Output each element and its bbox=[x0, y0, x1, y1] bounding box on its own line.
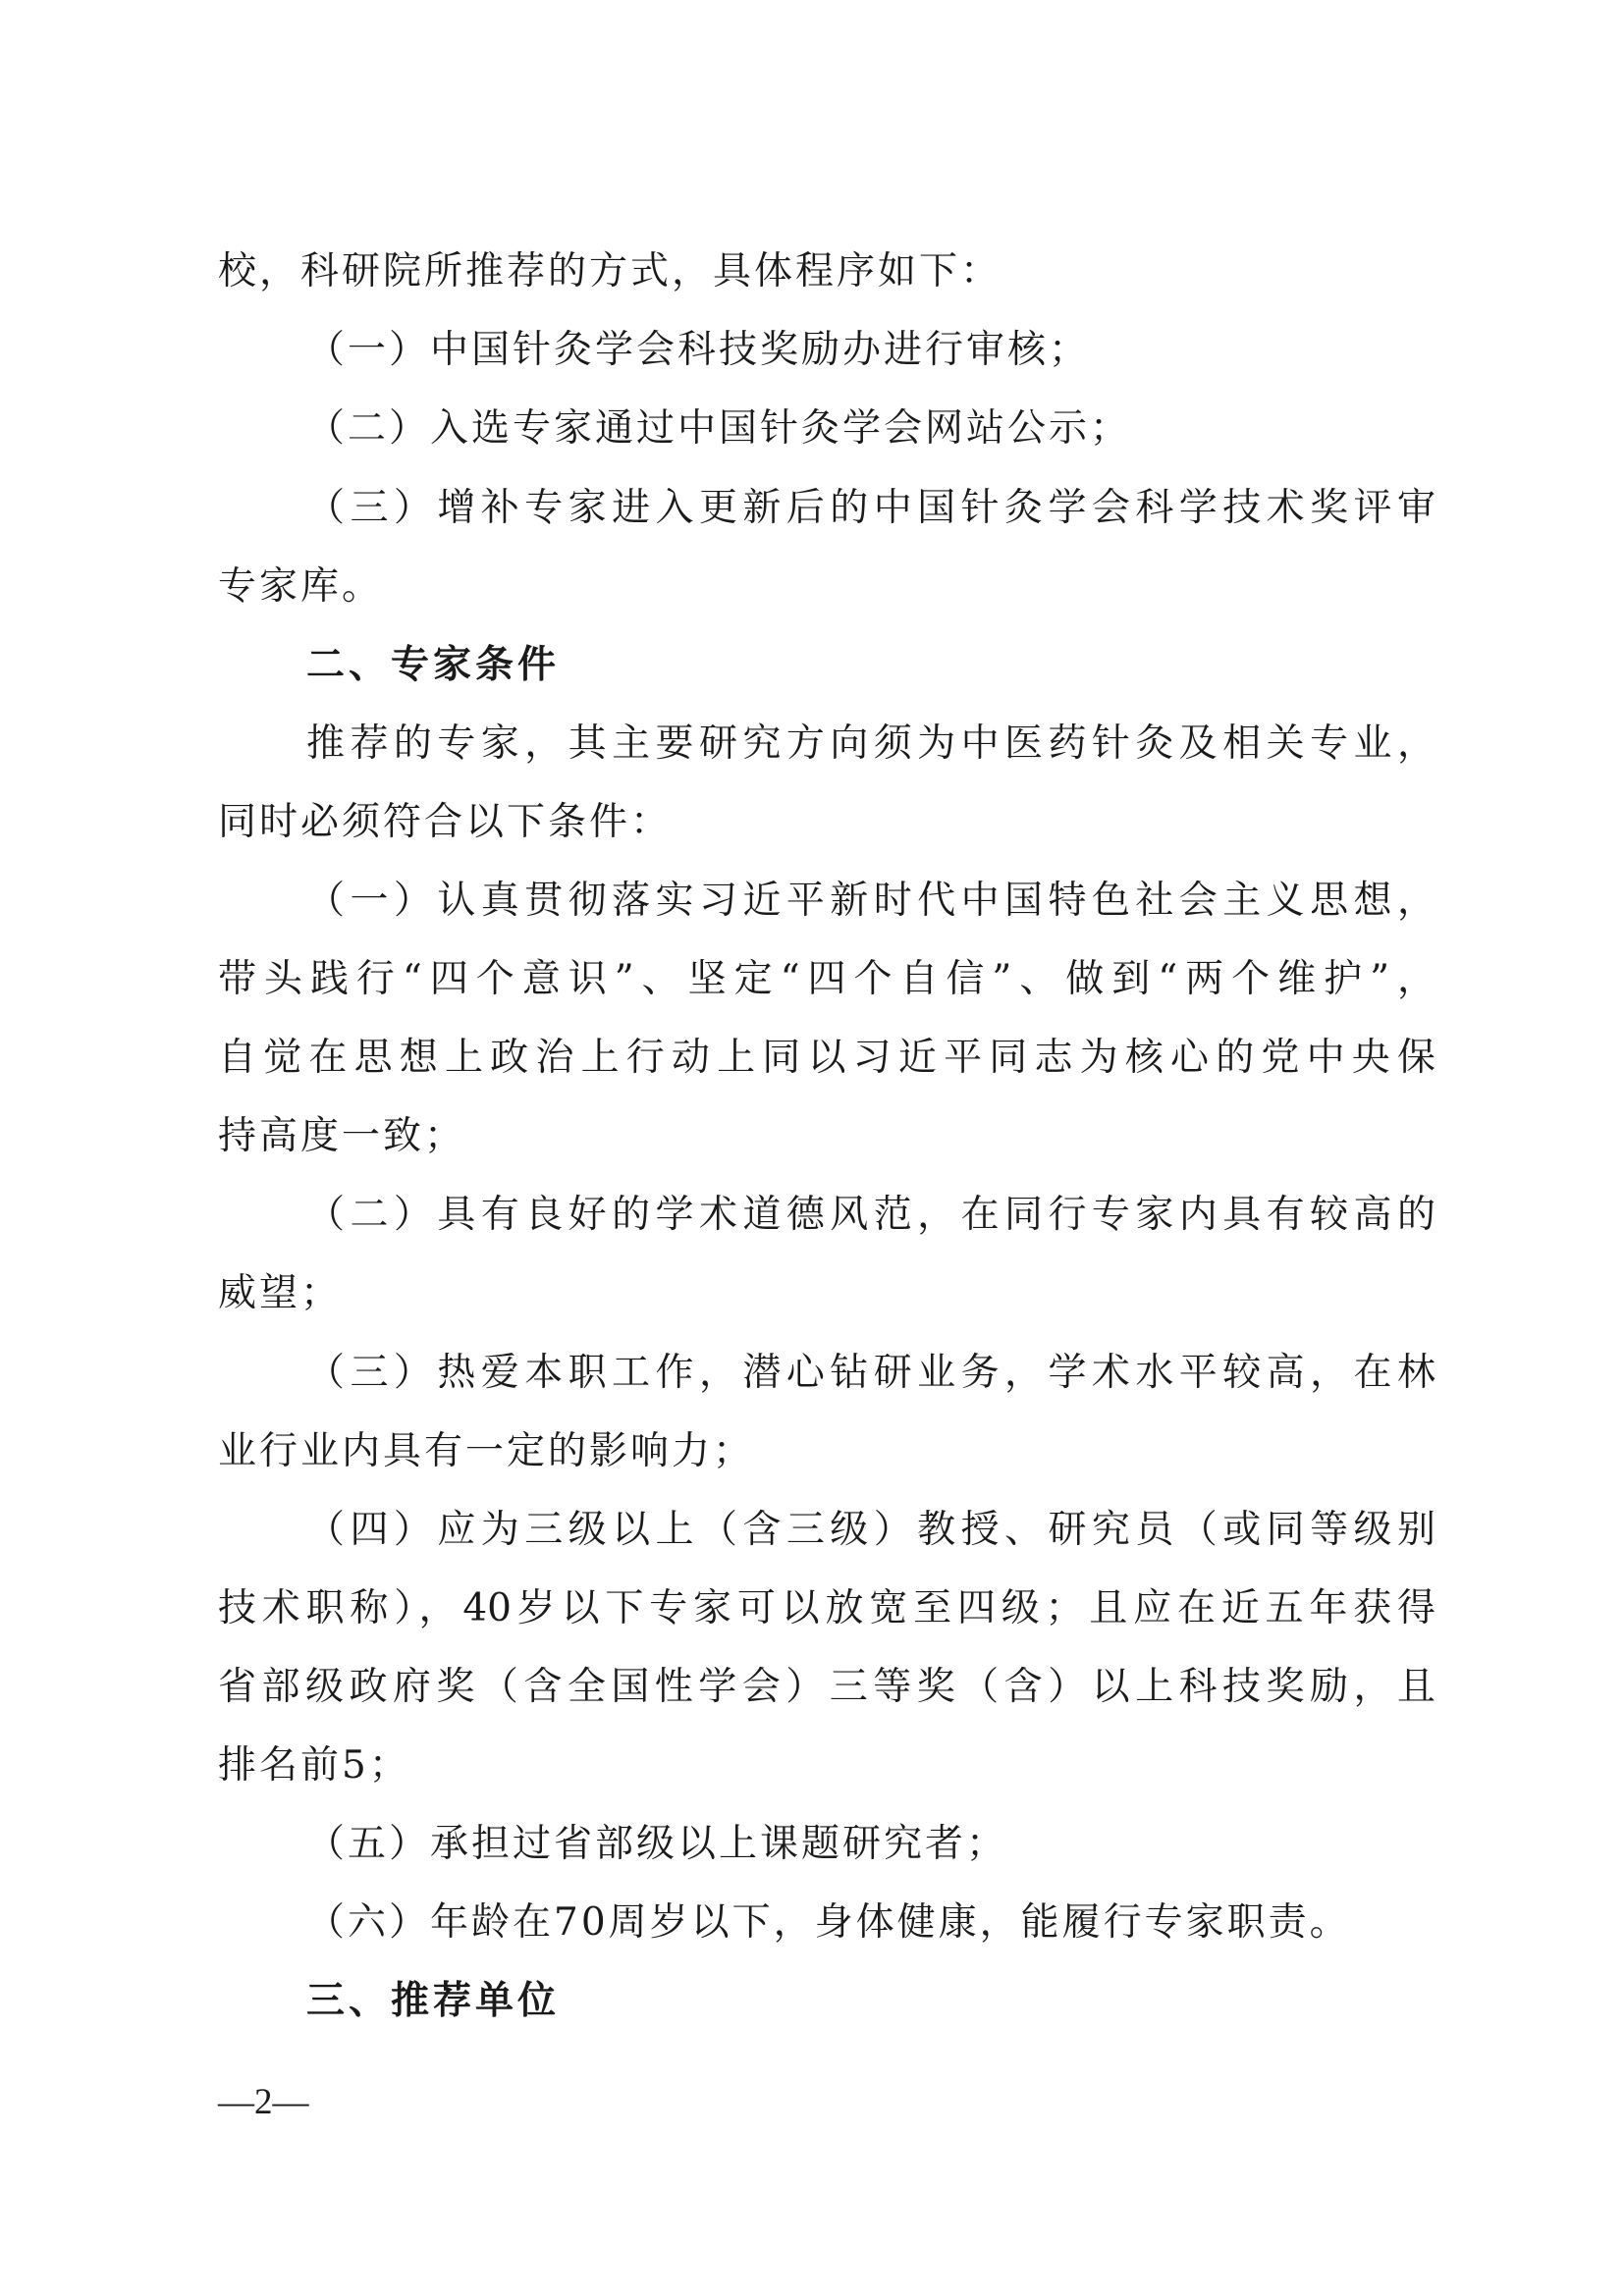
section-heading: 二、专家条件 bbox=[306, 643, 561, 687]
paragraph-line: （二）具有良好的学术道德风范，在同行专家内具有较高的 bbox=[306, 1193, 1435, 1237]
section-heading: 三、推荐单位 bbox=[306, 1979, 561, 2023]
paragraph-line: （三）热爱本职工作，潜心钻研业务，学术水平较高，在林 bbox=[306, 1351, 1435, 1395]
paragraph-line: （一）认真贯彻落实习近平新时代中国特色社会主义思想， bbox=[306, 879, 1435, 923]
paragraph-line: 自觉在思想上政治上行动上同以习近平同志为核心的党中央保 bbox=[218, 1036, 1435, 1080]
paragraph-line: 技术职称），40岁以下专家可以放宽至四级；且应在近五年获得 bbox=[218, 1586, 1435, 1630]
paragraph-line: 排名前5； bbox=[218, 1743, 410, 1788]
paragraph-line: 推荐的专家，其主要研究方向须为中医药针灸及相关专业， bbox=[306, 721, 1435, 766]
paragraph-line: 持高度一致； bbox=[218, 1114, 466, 1158]
paragraph-line: （一）中国针灸学会科技奖励办进行审核； bbox=[306, 328, 1091, 372]
paragraph-line: 业行业内具有一定的影响力； bbox=[218, 1429, 755, 1473]
paragraph-line: 专家库。 bbox=[218, 564, 384, 609]
paragraph-line: （六）年龄在70周岁以下，身体健康，能履行专家职责。 bbox=[306, 1900, 1351, 1945]
paragraph-line: （四）应为三级以上（含三级）教授、研究员（或同等级别 bbox=[306, 1508, 1435, 1552]
paragraph-line: 威望； bbox=[218, 1271, 343, 1315]
page-number: —2— bbox=[218, 2082, 309, 2122]
paragraph-line: 同时必须符合以下条件： bbox=[218, 800, 673, 844]
paragraph-line: （二）入选专家通过中国针灸学会网站公示； bbox=[306, 406, 1132, 451]
paragraph-line: （五）承担过省部级以上课题研究者； bbox=[306, 1822, 1008, 1866]
paragraph-line: （三）增补专家进入更新后的中国针灸学会科学技术奖评审 bbox=[306, 486, 1435, 530]
paragraph-line: 带头践行“四个意识”、坚定“四个自信”、做到“两个维护”， bbox=[218, 957, 1435, 1001]
paragraph-line: 省部级政府奖（含全国性学会）三等奖（含）以上科技奖励，且 bbox=[218, 1665, 1435, 1709]
paragraph-line: 校，科研院所推荐的方式，具体程序如下： bbox=[218, 249, 1002, 294]
